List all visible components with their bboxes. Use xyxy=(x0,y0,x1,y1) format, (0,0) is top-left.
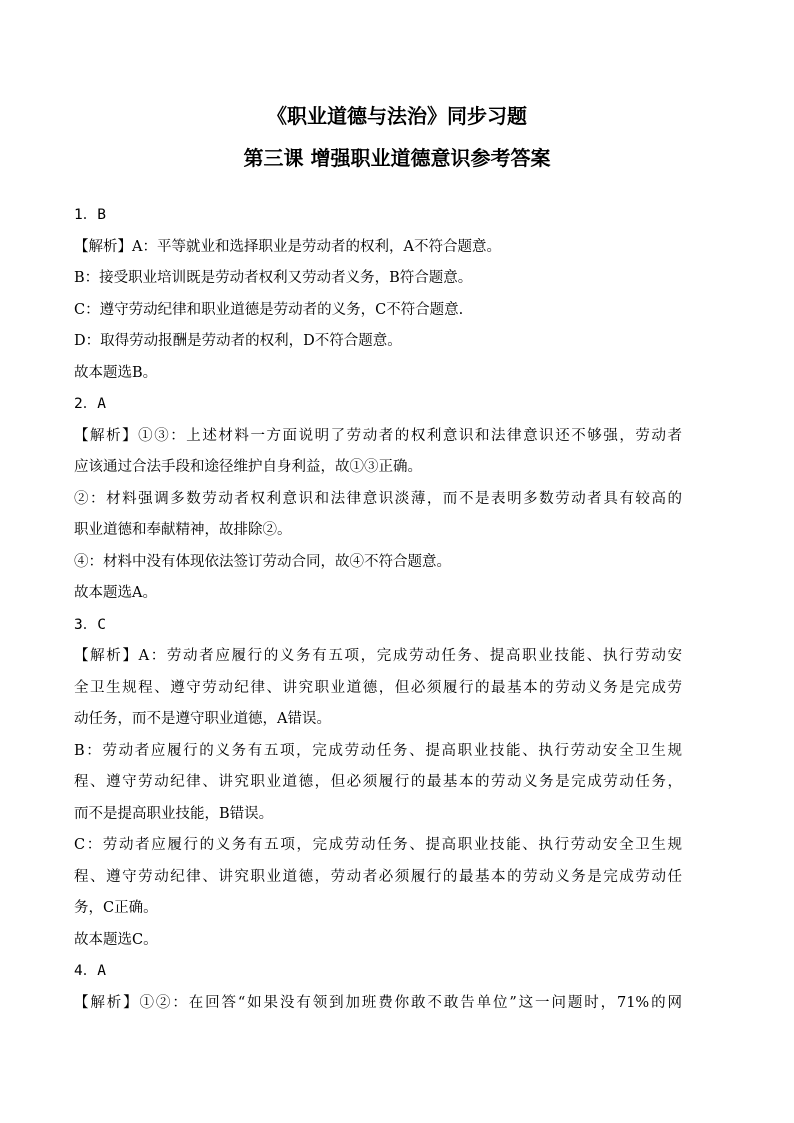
conclusion-line: 故本题选B。 xyxy=(74,364,158,381)
explanation-line: D：取得劳动报酬是劳动者的权利，D不符合题意。 xyxy=(74,333,402,349)
answer-number: 3．C xyxy=(74,616,106,633)
explanation-line: B：劳动者应履行的义务有五项，完成劳动任务、提高职业技能、执行劳动安全卫生规 xyxy=(74,742,682,759)
explanation-line: 动任务，而不是遵守职业道德，A错误。 xyxy=(74,711,331,727)
explanation-line: 而不是提高职业技能，B错误。 xyxy=(74,805,274,822)
explanation-line: 【解析】①③：上述材料一方面说明了劳动者的权利意识和法律意识还不够强，劳动者 xyxy=(74,427,682,444)
conclusion-line: 故本题选A。 xyxy=(74,585,157,601)
document-title: 《职业道德与法治》同步习题 xyxy=(267,104,527,128)
explanation-line: 务，C正确。 xyxy=(74,900,158,916)
document-subtitle: 第三课 增强职业道德意识参考答案 xyxy=(243,146,551,170)
explanation-line: 职业道德和奉献精神，故排除②。 xyxy=(74,522,292,538)
explanation-line: 程、遵守劳动纪律、讲究职业道德，但必须履行的最基本的劳动义务是完成劳动任务， xyxy=(74,774,682,790)
explanation-line: 【解析】A：平等就业和选择职业是劳动者的权利，A不符合题意。 xyxy=(74,238,501,255)
explanation-line: C：遵守劳动纪律和职业道德是劳动者的义务，C不符合题意. xyxy=(74,301,464,318)
explanation-line: ④：材料中没有体现依法签订劳动合同，故④不符合题意。 xyxy=(74,553,451,570)
explanation-line: 【解析】①②：在回答“如果没有领到加班费你敢不敢告单位”这一问题时，71%的网 xyxy=(74,994,682,1011)
explanation-line: 【解析】A：劳动者应履行的义务有五项，完成劳动任务、提高职业技能、执行劳动安 xyxy=(74,648,682,664)
answer-number: 1．B xyxy=(74,207,106,223)
explanation-line: ②：材料强调多数劳动者权利意识和法律意识淡薄，而不是表明多数劳动者具有较高的 xyxy=(74,490,682,507)
explanation-line: 全卫生规程、遵守劳动纪律、讲究职业道德，但必须履行的最基本的劳动义务是完成劳 xyxy=(74,679,682,696)
answer-list xyxy=(74,200,682,1019)
answer-number: 2．A xyxy=(74,396,106,412)
conclusion-line: 故本题选C。 xyxy=(74,931,158,948)
answer-number: 4．A xyxy=(74,963,106,979)
explanation-line: B：接受职业培训既是劳动者权利又劳动者义务，B符合题意。 xyxy=(74,270,473,286)
explanation-line: C：劳动者应履行的义务有五项，完成劳动任务、提高职业技能、执行劳动安全卫生规 xyxy=(74,837,682,853)
explanation-line: 程、遵守劳动纪律、讲究职业道德，劳动者必须履行的最基本的劳动义务是完成劳动任 xyxy=(74,868,682,885)
explanation-line: 应该通过合法手段和途径维护自身利益，故①③正确。 xyxy=(74,459,422,475)
